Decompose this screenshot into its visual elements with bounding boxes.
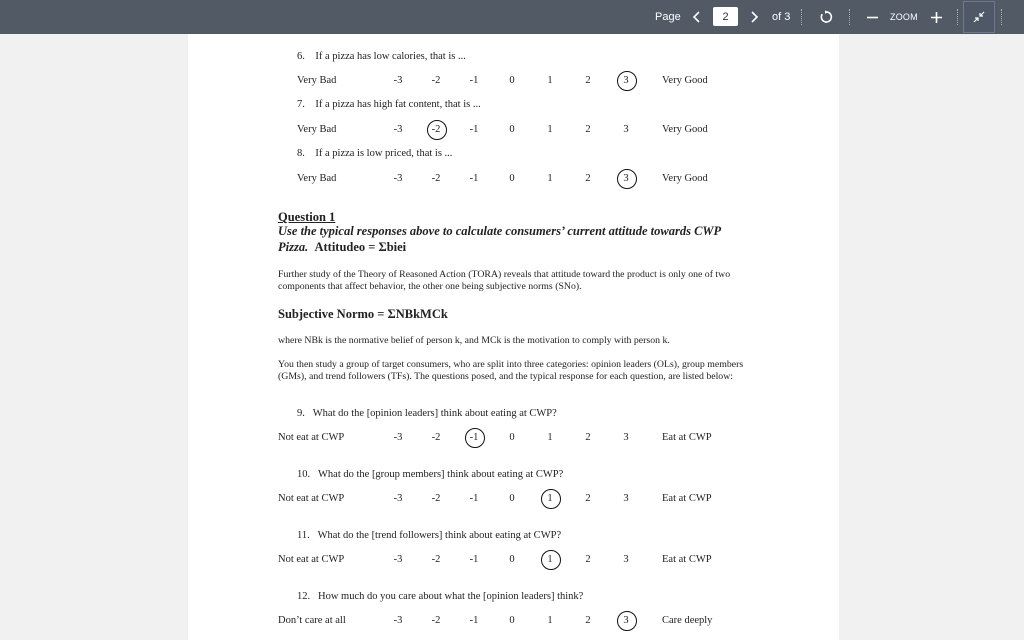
- scale-right-label: Eat at CWP: [662, 554, 712, 565]
- scale-option[interactable]: 1: [547, 75, 553, 86]
- scale-option[interactable]: 2: [585, 173, 591, 184]
- scale-left-label: Very Bad: [297, 75, 337, 86]
- item-number: 9.: [297, 408, 305, 419]
- question-7-text: [297, 99, 481, 110]
- scale-option[interactable]: 0: [509, 554, 515, 565]
- scale-row-11: [188, 551, 828, 571]
- item-text: If a pizza has low calories, that is ...: [315, 51, 466, 62]
- scale-option[interactable]: -1: [469, 615, 479, 626]
- question-heading: Question 1: [278, 210, 336, 224]
- scale-option[interactable]: 2: [585, 493, 591, 504]
- rotate-button[interactable]: [816, 0, 836, 34]
- question-11-text: [297, 530, 561, 541]
- next-page-button[interactable]: [747, 0, 763, 34]
- subjective-norm-formula: Subjective Normo = ΣNBkMCk: [278, 307, 448, 321]
- item-number: 6.: [297, 51, 305, 62]
- zoom-in-button[interactable]: [928, 0, 944, 34]
- scale-option[interactable]: 3: [623, 124, 629, 135]
- scale-option[interactable]: 2: [585, 615, 591, 626]
- scale-option[interactable]: -3: [393, 615, 403, 626]
- rotate-icon: [819, 10, 833, 24]
- page-count-label: of 3: [772, 11, 791, 23]
- item-text: What do the [opinion leaders] think about eating at CWP?: [312, 408, 557, 419]
- item-text: If a pizza is low priced, that is ...: [315, 148, 453, 159]
- scale-left-label: Very Bad: [297, 124, 337, 135]
- pdf-toolbar: [0, 0, 1024, 34]
- zoom-label: ZOOM: [890, 12, 918, 22]
- scale-option[interactable]: -2: [431, 615, 441, 626]
- scale-option[interactable]: -2: [431, 432, 441, 443]
- scale-option[interactable]: 1: [547, 432, 553, 443]
- scale-option[interactable]: 3: [623, 493, 629, 504]
- scale-option[interactable]: 2: [585, 554, 591, 565]
- scale-row-10: [188, 490, 828, 510]
- scale-option[interactable]: 1: [547, 173, 553, 184]
- scale-option[interactable]: -3: [393, 173, 403, 184]
- scale-option[interactable]: -1: [469, 75, 479, 86]
- toolbar-divider: [957, 9, 958, 25]
- pdf-page: [188, 34, 839, 640]
- scale-option[interactable]: -3: [393, 493, 403, 504]
- scale-option[interactable]: 2: [585, 124, 591, 135]
- scale-option[interactable]: -3: [393, 554, 403, 565]
- item-number: 11.: [297, 530, 310, 541]
- scale-option-selected[interactable]: -2: [425, 124, 447, 135]
- scale-option-selected[interactable]: 1: [539, 493, 561, 504]
- scale-option-selected[interactable]: 3: [615, 75, 637, 86]
- scale-left-label: Don’t care at all: [278, 615, 346, 626]
- scale-option[interactable]: 1: [547, 615, 553, 626]
- scale-option[interactable]: 1: [547, 124, 553, 135]
- item-text: What do the [trend followers] think about eating at CWP?: [317, 530, 562, 541]
- item-text: How much do you care about what the [opinion leaders] think?: [318, 591, 584, 602]
- scale-row-6: [188, 72, 828, 92]
- scale-row-9: [188, 429, 828, 449]
- item-text: If a pizza has high fat content, that is ...: [315, 99, 481, 110]
- scale-option[interactable]: 3: [623, 432, 629, 443]
- scale-right-label: Very Good: [662, 124, 708, 135]
- question-12-text: [297, 591, 583, 602]
- scale-option[interactable]: 0: [509, 493, 515, 504]
- question-8-text: [297, 148, 452, 159]
- scale-row-7: [188, 121, 828, 141]
- exit-fullscreen-button[interactable]: [963, 1, 995, 33]
- toolbar-divider: [1001, 9, 1002, 25]
- scale-left-label: Not eat at CWP: [278, 554, 345, 565]
- scale-row-12: [188, 612, 828, 632]
- scale-right-label: Eat at CWP: [662, 432, 712, 443]
- scale-left-label: Very Bad: [297, 173, 337, 184]
- scale-option-selected[interactable]: -1: [463, 432, 485, 443]
- item-text: What do the [group members] think about eating at CWP?: [318, 469, 564, 480]
- scale-option-selected[interactable]: 3: [615, 615, 637, 626]
- scale-option[interactable]: 3: [623, 554, 629, 565]
- scale-option[interactable]: -1: [469, 554, 479, 565]
- attitude-formula: Attitudeo = Σbiei: [314, 240, 407, 254]
- scale-right-label: Care deeply: [662, 615, 713, 626]
- page-number-input[interactable]: [713, 7, 738, 26]
- chevron-right-icon: [751, 11, 759, 23]
- scale-option[interactable]: -2: [431, 493, 441, 504]
- question-text: Use the typical responses above to calculate consumers’ current attitude towards CWP: [278, 224, 722, 238]
- nb-paragraph: where NBk is the normative belief of person k, and MCk is the motivation to comply with person k.: [278, 335, 670, 346]
- scale-left-label: Not eat at CWP: [278, 493, 345, 504]
- scale-option[interactable]: 0: [509, 615, 515, 626]
- zoom-out-button[interactable]: [864, 0, 880, 34]
- question-text-continued: [278, 240, 406, 255]
- scale-option[interactable]: 2: [585, 432, 591, 443]
- scale-right-label: Very Good: [662, 75, 708, 86]
- question-10-text: [297, 469, 563, 480]
- chevron-left-icon: [692, 11, 700, 23]
- minus-icon: [867, 12, 878, 23]
- collapse-icon: [973, 11, 985, 23]
- group-paragraph: You then study a group of target consumers, who are split into three categories: opinion leaders (OLs), group members (GMs), and trend followers (TFs). The questions posed, and the typical response for each question, are listed below:: [278, 359, 744, 382]
- scale-option[interactable]: -1: [469, 493, 479, 504]
- scale-option-selected[interactable]: 1: [539, 554, 561, 565]
- scale-option[interactable]: -1: [469, 173, 479, 184]
- plus-icon: [931, 12, 942, 23]
- scale-option[interactable]: -3: [393, 75, 403, 86]
- scale-option[interactable]: -2: [431, 75, 441, 86]
- scale-right-label: Very Good: [662, 173, 708, 184]
- scale-option[interactable]: 2: [585, 75, 591, 86]
- prev-page-button[interactable]: [688, 0, 704, 34]
- question-6-text: [297, 51, 466, 62]
- scale-option[interactable]: -2: [431, 173, 441, 184]
- toolbar-divider: [801, 9, 802, 25]
- scale-option[interactable]: -1: [469, 124, 479, 135]
- scale-row-8: [188, 170, 828, 190]
- scale-option[interactable]: -2: [431, 554, 441, 565]
- item-number: 8.: [297, 148, 305, 159]
- scale-option[interactable]: 0: [509, 173, 515, 184]
- question-9-text: [297, 408, 557, 419]
- tora-paragraph: Further study of the Theory of Reasoned Action (TORA) reveals that attitude toward the product is only one of two components that affect behavior, the other one being subjective norms (SNo).: [278, 269, 731, 292]
- scale-option[interactable]: -3: [393, 124, 403, 135]
- question-text-2: Pizza.: [278, 240, 309, 254]
- scale-option[interactable]: -3: [393, 432, 403, 443]
- page-label: Page: [655, 11, 681, 23]
- item-number: 7.: [297, 99, 305, 110]
- scale-option[interactable]: 0: [509, 75, 515, 86]
- item-number: 12.: [297, 591, 311, 602]
- scale-option[interactable]: 0: [509, 432, 515, 443]
- toolbar-divider: [849, 9, 850, 25]
- scale-option[interactable]: 0: [509, 124, 515, 135]
- scale-option-selected[interactable]: 3: [615, 173, 637, 184]
- item-number: 10.: [297, 469, 311, 480]
- scale-left-label: Not eat at CWP: [278, 432, 345, 443]
- scale-right-label: Eat at CWP: [662, 493, 712, 504]
